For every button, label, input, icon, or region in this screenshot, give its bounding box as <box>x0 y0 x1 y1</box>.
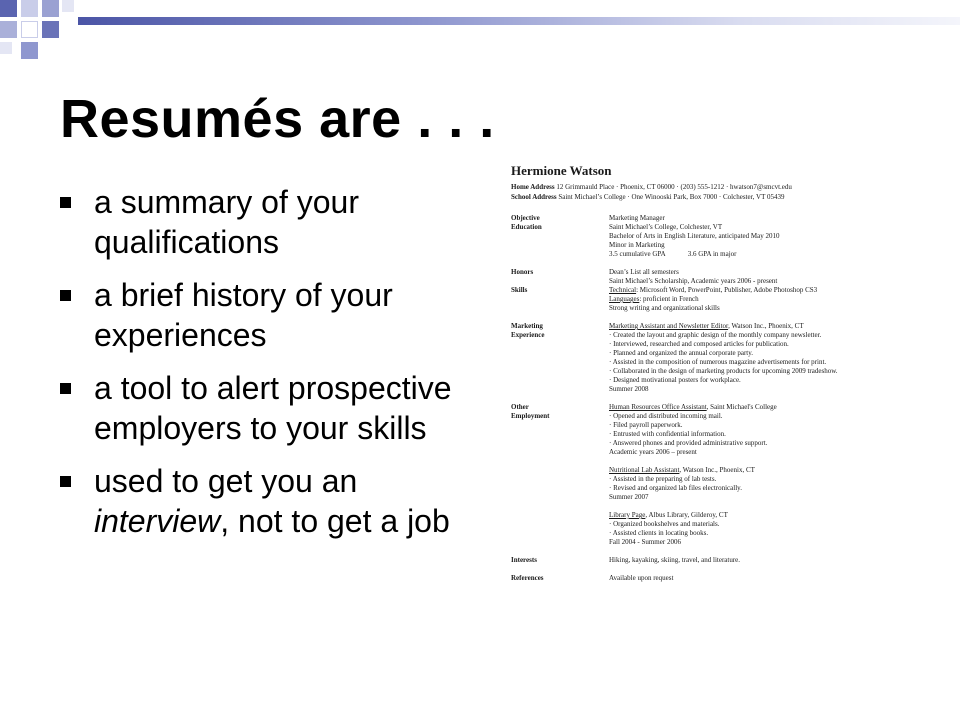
job-duty: · Assisted clients in locating books. <box>609 529 709 537</box>
skills-languages: Languages: proficient in French <box>609 295 699 303</box>
section-label: References <box>511 574 544 582</box>
marketing-experience-section <box>511 322 891 394</box>
square-bullet-icon <box>60 197 71 208</box>
school-address: Saint Michael’s College · One Winooski Park, Box 7000 · Colchester, VT 05439 <box>558 193 785 201</box>
education-gpa <box>609 250 891 259</box>
job-duty: · Organized bookshelves and materials. <box>609 520 720 528</box>
section-label: Education <box>511 223 542 231</box>
home-address-label: Home Address <box>511 183 555 191</box>
bullet-text-emphasis: interview <box>94 503 221 539</box>
decor-square-5 <box>0 21 17 38</box>
objective-section <box>511 214 891 223</box>
skills-technical: Technical: Microsoft Word, PowerPoint, Publisher, Adobe Photoshop CS3 <box>609 286 818 294</box>
job-title: Marketing Assistant and Newsletter Editor, Watson Inc., Phoenix, CT <box>609 322 804 330</box>
section-label: Interests <box>511 556 537 564</box>
decor-square-4 <box>62 0 74 12</box>
decor-square-2 <box>21 0 38 17</box>
job-duty: · Assisted in the composition of numerous magazine advertisements for print. <box>609 358 827 366</box>
section-label: Honors <box>511 268 534 276</box>
skills-section <box>511 286 891 313</box>
job-date: Fall 2004 - Summer 2006 <box>609 538 681 546</box>
education-school: Saint Michael’s College, Colchester, VT <box>609 223 723 231</box>
section-label: Objective <box>511 214 540 222</box>
bullet-item <box>58 368 458 448</box>
job-duty: · Answered phones and provided administrative support. <box>609 439 768 447</box>
school-address-row <box>511 192 891 202</box>
honors-section <box>511 268 891 286</box>
job-duty: · Filed payroll paperwork. <box>609 421 683 429</box>
resume-name: Hermione Watson <box>511 163 612 178</box>
job-date: Summer 2007 <box>609 493 649 501</box>
decor-square-3 <box>42 0 59 17</box>
education-degree: Bachelor of Arts in English Literature, anticipated May 2010 <box>609 232 780 240</box>
bullet-text: a brief history of your experiences <box>94 277 393 353</box>
job-duty: · Entrusted with confidential information. <box>609 430 726 438</box>
objective-text: Marketing Manager <box>609 214 665 222</box>
interests-section <box>511 556 891 565</box>
bullet-item <box>58 461 458 541</box>
decor-square-6 <box>21 21 38 38</box>
job-duty: · Created the layout and graphic design of the monthly company newsletter. <box>609 331 822 339</box>
square-bullet-icon <box>60 290 71 301</box>
bullet-text: a summary of your qualifications <box>94 184 359 260</box>
resume-image <box>511 163 891 623</box>
references-section <box>511 574 891 583</box>
job-title: Human Resources Office Assistant, Saint Michael's College <box>609 403 777 411</box>
skills-writing: Strong writing and organizational skills <box>609 304 720 312</box>
honors-item: Saint Michael’s Scholarship, Academic years 2006 - present <box>609 277 778 285</box>
honors-item: Dean’s List all semesters <box>609 268 679 276</box>
square-bullet-icon <box>60 383 71 394</box>
job-title: Nutritional Lab Assistant, Watson Inc., Phoenix, CT <box>609 466 755 474</box>
bullet-list <box>58 182 458 554</box>
decor-square-7 <box>42 21 59 38</box>
decor-square-1 <box>0 0 17 17</box>
section-label: Marketing Experience <box>511 322 545 339</box>
gpa-major: 3.6 GPA in major <box>687 250 737 258</box>
slide-title: Resumés are . . . <box>60 89 495 149</box>
bullet-text-post: , not to get a job <box>220 503 450 539</box>
home-address: 12 Grimmauld Place · Phoenix, CT 06000 · (203) 555-1212 · hwatson7@smcvt.edu <box>556 183 792 191</box>
decor-square-8 <box>21 42 38 59</box>
bullet-item <box>58 182 458 262</box>
section-label: Other Employment <box>511 403 550 420</box>
home-address-row <box>511 182 891 192</box>
references-text: Available upon request <box>609 574 674 582</box>
education-section <box>511 223 891 259</box>
job-duty: · Revised and organized lab files electronically. <box>609 484 742 492</box>
education-minor: Minor in Marketing <box>609 241 665 249</box>
job-duty: · Planned and organized the annual corporate party. <box>609 349 754 357</box>
bullet-text-pre: used to get you an <box>94 463 358 499</box>
job-date: Summer 2008 <box>609 385 649 393</box>
other-employment-section <box>511 403 891 547</box>
gpa-cumulative: 3.5 cumulative GPA <box>609 250 666 258</box>
job-title: Library Page, Albus Library, Gilderoy, CT <box>609 511 728 519</box>
job-duty: · Assisted in the preparing of lab tests. <box>609 475 717 483</box>
job-date: Academic years 2006 – present <box>609 448 697 456</box>
job-duty: · Designed motivational posters for workplace. <box>609 376 741 384</box>
job-duty: · Interviewed, researched and composed articles for publication. <box>609 340 789 348</box>
decor-square-9 <box>0 42 12 54</box>
section-label: Skills <box>511 286 528 294</box>
job-duty: · Opened and distributed incoming mail. <box>609 412 723 420</box>
bullet-item <box>58 275 458 355</box>
job-duty: · Collaborated in the design of marketing products for upcoming 2009 tradeshow. <box>609 367 838 375</box>
bullet-text: a tool to alert prospective employers to your skills <box>94 370 452 446</box>
square-bullet-icon <box>60 476 71 487</box>
decor-gradient-bar <box>78 17 960 25</box>
school-address-label: School Address <box>511 193 557 201</box>
interests-text: Hiking, kayaking, skiing, travel, and literature. <box>609 556 741 564</box>
